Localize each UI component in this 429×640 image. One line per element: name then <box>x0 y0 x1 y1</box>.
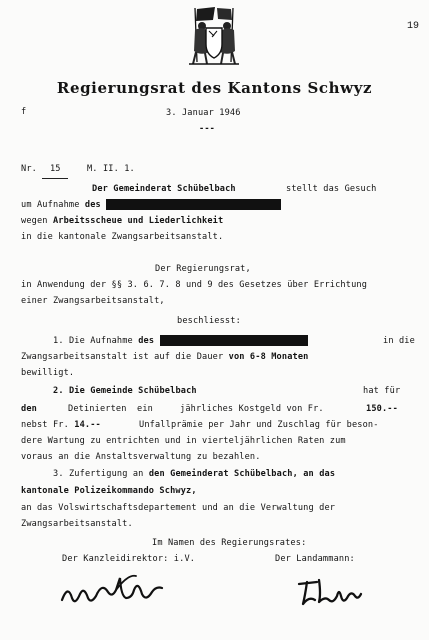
item3-dept: an das Volswirtschaftsdepartement und an die Verwaltung der <box>21 503 336 513</box>
redacted-name <box>106 199 281 210</box>
closing-in-name: Im Namen des Regierungsrates: <box>152 538 307 548</box>
item3-line1 <box>53 467 335 483</box>
section-code: M. II. 1. <box>86 164 135 174</box>
document-title: Regierungsrat des Kantons Schwyz <box>56 79 373 97</box>
reference-line <box>21 162 135 179</box>
intro-request: stellt das Gesuch <box>286 184 377 194</box>
closing-landammann: Der Landammann: <box>275 554 355 564</box>
item2-detainee: Detinierten <box>68 404 127 414</box>
item1-line1 <box>53 334 308 350</box>
item1-des: des <box>138 336 155 346</box>
item2-premium: 14.-- <box>74 420 101 430</box>
item2-nebst: nebst Fr. <box>21 420 69 430</box>
item2-ein: ein <box>137 404 153 414</box>
coat-of-arms-emblem <box>181 4 247 68</box>
recital-law-cont: einer Zwangsarbeitsanstalt, <box>21 296 165 306</box>
intro-reason: Arbeitsscheue und Liederlichkeit <box>52 216 224 226</box>
item1-duration: von 6-8 Monaten <box>228 352 309 362</box>
item1-line2 <box>21 350 309 366</box>
marker-letter: f <box>21 107 27 117</box>
item2-premium-text: Unfallprämie per Jahr und Zuschlag für beson- <box>139 420 379 430</box>
item1-in-die: in die <box>383 336 415 346</box>
item1-line3: bewilligt. <box>21 368 75 378</box>
intro-wegen: wegen <box>21 216 48 226</box>
document-date: 3. Januar 1946 <box>166 108 241 118</box>
signature-left <box>58 568 168 610</box>
nr-value: 15 <box>42 162 68 179</box>
item2-den: den <box>21 404 37 414</box>
item3-recipient: den Gemeinderat Schübelbach, an das <box>148 469 336 479</box>
intro-des: des <box>84 200 101 210</box>
intro-council: Der Gemeinderat Schübelbach <box>92 184 236 194</box>
item1-duration-text: Zwangsarbeitsanstalt ist auf die Dauer <box>21 352 224 362</box>
item2-fee-text: jährliches Kostgeld von Fr. <box>180 404 324 414</box>
intro-line2 <box>21 198 281 214</box>
recital-council: Der Regierungsrat, <box>155 264 251 274</box>
nr-label: Nr. <box>21 164 37 174</box>
decision-heading: beschliesst: <box>177 316 241 326</box>
item1-label: 1. Die Aufnahme <box>53 336 133 346</box>
item2-fee-amount: 150.-- <box>366 404 398 414</box>
closing-chancellery: Der Kanzleidirektor: i.V. <box>62 554 196 564</box>
item2-hat-fuer: hat für <box>363 386 401 396</box>
signature-right <box>295 574 365 610</box>
item2-line3 <box>21 418 101 434</box>
item3-institution: Zwangsarbeitsanstalt. <box>21 519 133 529</box>
intro-admission: um Aufnahme <box>21 200 80 210</box>
item2-line4: dere Wartung zu entrichten und in vierteljährlichen Raten zum <box>21 436 346 446</box>
item3-label: 3. Zufertigung an <box>53 469 144 479</box>
item2-municipality: 2. Die Gemeinde Schübelbach <box>53 386 197 396</box>
recital-law: in Anwendung der §§ 3. 6. 7. 8 und 9 des Gesetzes über Errichtung <box>21 280 368 290</box>
page-number: 19 <box>407 21 420 32</box>
item2-line5: voraus an die Anstaltsverwaltung zu bezahlen. <box>21 452 261 462</box>
item3-police: kantonale Polizeikommando Schwyz, <box>21 486 197 496</box>
redacted-name-2 <box>160 335 308 346</box>
intro-line3 <box>21 214 223 230</box>
intro-line4: in die kantonale Zwangsarbeitsanstalt. <box>21 232 224 242</box>
date-rule: --- <box>199 124 215 134</box>
